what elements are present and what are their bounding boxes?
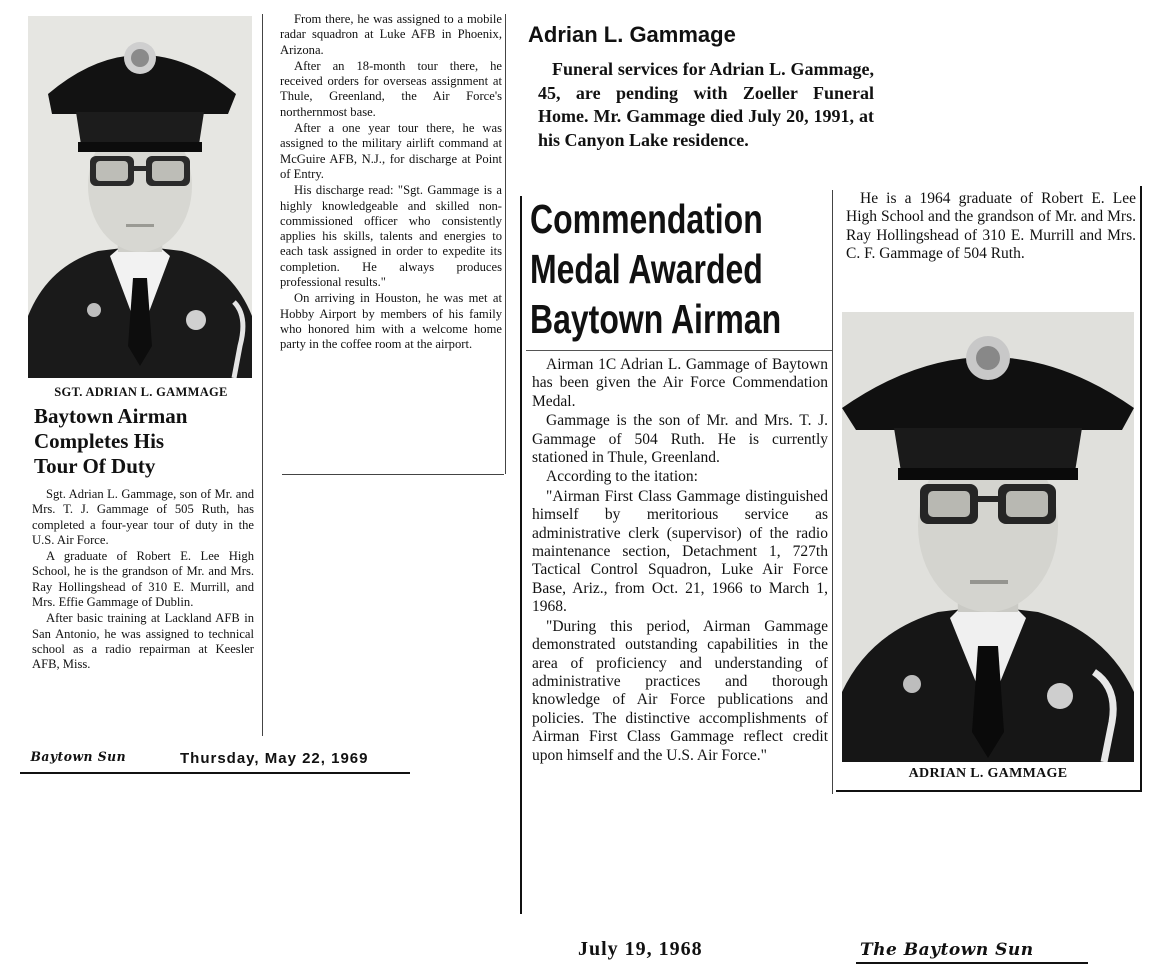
obituary-text: Funeral services for Adrian L. Gammage, 45, are pending with Zoeller Funeral Home. Mr. Gammage died July 20, 1991, at his Canyon Lake residence. [538,59,874,150]
article-column-2 [280,12,502,354]
photo-caption-1969: SGT. ADRIAN L. GAMMAGE [54,385,228,399]
paragraph: A graduate of Robert E. Lee High School, he is the grandson of Mr. and Mrs. Ray Hollingshead of 310 E. Murrill, and Mrs. Effie Gammage of Dublin. [32,549,254,610]
paragraph: According to the itation: [546,468,698,486]
obituary-name: Adrian L. Gammage [528,22,736,47]
clipping-border-bottom [836,790,1142,792]
paragraph: "During this period, Airman Gammage demonstrated outstanding capabilities in the area of proficiency and understanding of administrative practices and thorough knowledge of Air Force publications and policies. The distinctive accomplishments of Airman First Class Gammage reflect credit upon himself and the U.S. Air Force." [532,617,828,764]
column-end-rule [282,474,504,475]
paragraph: From there, he was assigned to a mobile radar squadron at Luke AFB in Phoenix, Arizona. [280,12,502,57]
paragraph: His discharge read: "Sgt. Gammage is a highly knowledgeable and skilled non-commissioned officer who consistently applies his skills, talents and energies to each task assigned in order to expedite its completion. He always produces professional results." [280,183,502,290]
portrait-photo-1969 [28,16,252,378]
paragraph: Sgt. Adrian L. Gammage, son of Mr. and Mrs. T. J. Gammage of 505 Ruth, has completed a four-year tour of duty in the U.S. Air Force. [32,487,254,547]
headline-line: Completes His [34,429,165,453]
paragraph: After basic training at Lackland AFB in San Antonio, he was assigned to technical school as a radio repairman at Keesler AFB, Miss. [32,611,254,672]
paragraph: On arriving in Houston, he was met at Hobby Airport by members of his family who honored him with a welcome home party in the coffee room at the airport. [280,291,502,352]
masthead-rule [856,962,1088,964]
headline-line: Baytown Airman [34,404,188,428]
headline-1968 [530,194,826,344]
masthead-date-1968: July 19, 1968 [578,938,703,960]
paragraph: After an 18-month tour there, he received orders for overseas assignment at Thule, Greenland, the Air Force's northernmost base. [280,58,502,119]
masthead-paper-1969: Baytown Sun [30,750,127,765]
headline-line: Medal Awarded [530,246,763,292]
column-divider [832,190,833,794]
article-column-1 [32,487,254,674]
masthead-rule [20,772,410,774]
clipping-border-right [1140,186,1142,792]
paragraph: Gammage is the son of Mr. and Mrs. T. J. Gammage of 504 Ruth. He is currently stationed in Thule, Greenland. [532,412,828,467]
photo-caption-1968: ADRIAN L. GAMMAGE [908,766,1068,781]
masthead-paper-1968: The Baytown Sun [860,940,1034,960]
paragraph: After a one year tour there, he was assigned to the military airlift command at McGuire AFB, N.J., for discharge at Point of Entry. [280,121,502,181]
headline-rule [526,350,832,351]
column-divider [262,14,263,736]
column-divider [505,14,506,474]
headline-1969 [34,404,254,479]
article-column-3 [532,356,828,766]
article-column-4 [846,190,1136,265]
masthead-date-1969: Thursday, May 22, 1969 [180,750,369,767]
paragraph: "Airman First Class Gammage distinguished himself by meritorious service as administrative clerk (supervisor) of the radio maintenance section, Detachment 1, 727th Tactical Control Squadron, Luke Air Force Base, Ariz., from Oct. 21, 1966 to March 1, 1968. [532,487,828,616]
portrait-photo-1968 [842,312,1134,762]
clipping-border-left [520,196,522,914]
headline-line: Baytown Airman [530,296,782,342]
paragraph: He is a 1964 graduate of Robert E. Lee High School and the grandson of Mr. and Mrs. Ray Hollingshead of 310 E. Murrill and Mrs. C. F. Gammage of 504 Ruth. [846,190,1136,263]
paragraph: Airman 1C Adrian L. Gammage of Baytown has been given the Air Force Commendation Medal. [532,356,828,410]
headline-line: Commendation [530,196,763,242]
headline-line: Tour Of Duty [34,454,156,478]
